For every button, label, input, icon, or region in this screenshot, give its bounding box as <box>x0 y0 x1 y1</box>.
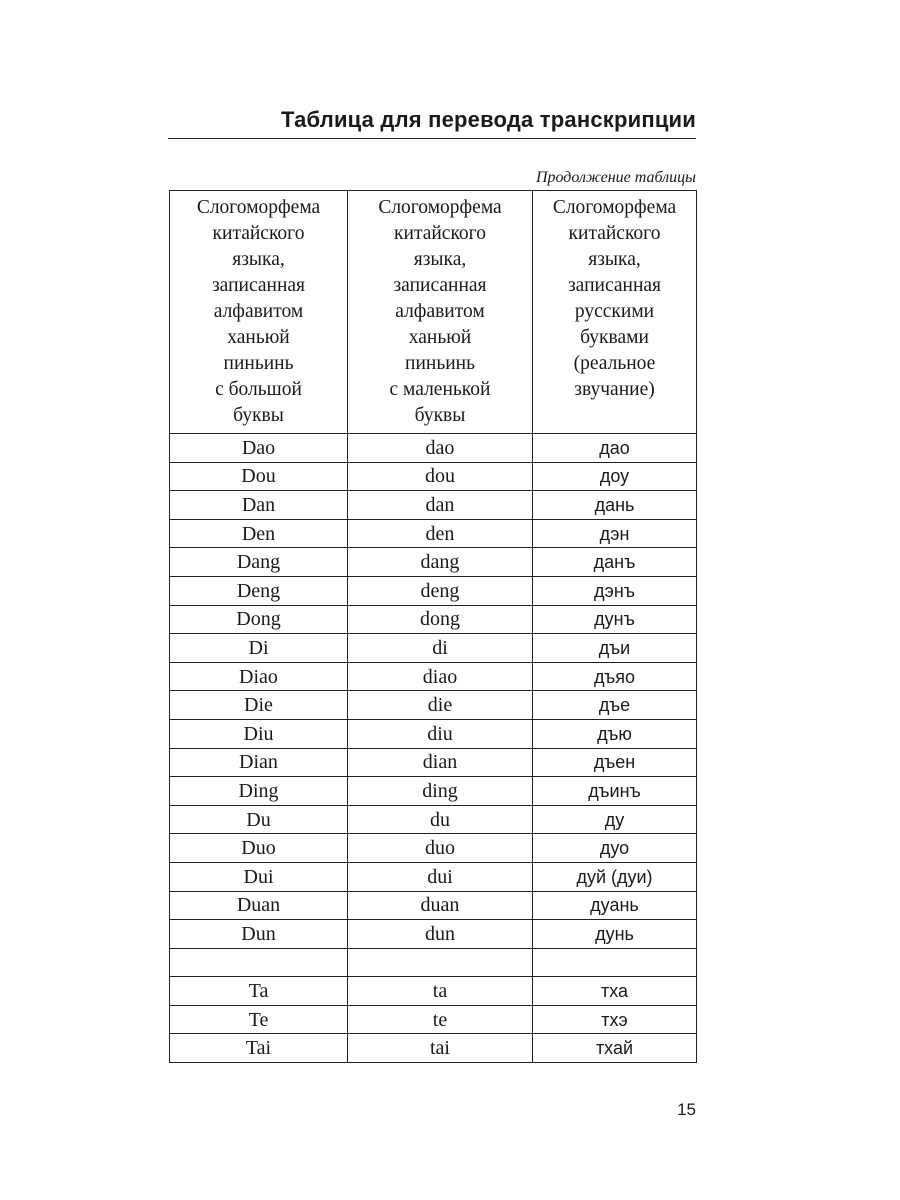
pinyin-lower-cell: dong <box>348 605 533 634</box>
pinyin-capital-cell: Di <box>170 634 348 663</box>
pinyin-capital-cell: Ding <box>170 777 348 806</box>
pinyin-lower-cell: diu <box>348 719 533 748</box>
pinyin-capital-cell: Dian <box>170 748 348 777</box>
pinyin-capital-cell: Tai <box>170 1034 348 1063</box>
pinyin-capital-cell: Dui <box>170 862 348 891</box>
pinyin-capital-cell: Diao <box>170 662 348 691</box>
column-header-line: китайского <box>212 223 305 244</box>
russian-cell <box>533 948 697 977</box>
russian-cell: ду <box>533 805 697 834</box>
table-row <box>170 834 697 863</box>
pinyin-lower-cell: deng <box>348 576 533 605</box>
pinyin-lower-cell: dou <box>348 462 533 491</box>
table-row <box>170 491 697 520</box>
table-row <box>170 777 697 806</box>
table-header <box>170 191 697 434</box>
column-header-line: языка, <box>413 249 467 270</box>
pinyin-lower-cell: dang <box>348 548 533 577</box>
russian-cell: тхэ <box>533 1005 697 1034</box>
table-row <box>170 891 697 920</box>
pinyin-lower-cell: die <box>348 691 533 720</box>
column-header-line: ханьюй <box>408 327 472 348</box>
table-row <box>170 519 697 548</box>
russian-cell: дъяо <box>533 662 697 691</box>
pinyin-lower-cell: di <box>348 634 533 663</box>
column-header-line: записанная <box>567 275 661 296</box>
column-header-3 <box>533 191 697 434</box>
pinyin-capital-cell: Dou <box>170 462 348 491</box>
column-header-line: с маленькой <box>389 379 491 400</box>
column-header-line: звучание) <box>574 379 655 400</box>
russian-cell: дъе <box>533 691 697 720</box>
table-row <box>170 691 697 720</box>
russian-cell: дъи <box>533 634 697 663</box>
column-header-line: Слогоморфема <box>552 197 677 218</box>
pinyin-capital-cell: Dong <box>170 605 348 634</box>
russian-cell: дъен <box>533 748 697 777</box>
pinyin-capital-cell: Dan <box>170 491 348 520</box>
pinyin-lower-cell <box>348 948 533 977</box>
pinyin-lower-cell: den <box>348 519 533 548</box>
pinyin-capital-cell: Te <box>170 1005 348 1034</box>
pinyin-capital-cell: Die <box>170 691 348 720</box>
table-continuation-label: Продолжение таблицы <box>535 169 696 186</box>
column-header-line: языка, <box>232 249 285 270</box>
table-row <box>170 605 697 634</box>
pinyin-capital-cell: Deng <box>170 576 348 605</box>
pinyin-capital-cell: Dun <box>170 920 348 949</box>
pinyin-capital-cell: Dao <box>170 434 348 463</box>
pinyin-lower-cell: te <box>348 1005 533 1034</box>
transcription-table <box>169 190 697 1063</box>
russian-cell: дунь <box>533 920 697 949</box>
column-header-line: русскими <box>574 301 655 322</box>
pinyin-lower-cell: dui <box>348 862 533 891</box>
column-header-line: алфавитом <box>213 301 304 322</box>
pinyin-lower-cell: dao <box>348 434 533 463</box>
header-row <box>170 191 697 434</box>
column-header-line: пиньинь <box>223 353 294 374</box>
column-header-line: китайского <box>568 223 661 244</box>
table-row <box>170 920 697 949</box>
table-row <box>170 576 697 605</box>
pinyin-capital-cell: Diu <box>170 719 348 748</box>
table-row <box>170 748 697 777</box>
table-row <box>170 719 697 748</box>
column-header-2 <box>348 191 533 434</box>
russian-cell: дэнъ <box>533 576 697 605</box>
russian-cell: дъинъ <box>533 777 697 806</box>
column-header-line: записанная <box>211 275 305 296</box>
russian-cell: дуй (дуи) <box>533 862 697 891</box>
russian-cell: дэн <box>533 519 697 548</box>
pinyin-capital-cell: Den <box>170 519 348 548</box>
table-row <box>170 462 697 491</box>
table-row <box>170 434 697 463</box>
russian-cell: доу <box>533 462 697 491</box>
russian-cell: дуань <box>533 891 697 920</box>
russian-cell: дунъ <box>533 605 697 634</box>
russian-cell: тхай <box>533 1034 697 1063</box>
column-header-line: пиньинь <box>405 353 475 374</box>
table-row <box>170 862 697 891</box>
table-row <box>170 634 697 663</box>
header-rule <box>168 138 696 139</box>
column-header-1 <box>170 191 348 434</box>
pinyin-lower-cell: diao <box>348 662 533 691</box>
pinyin-lower-cell: dun <box>348 920 533 949</box>
page-number: 15 <box>677 1100 696 1119</box>
column-header-line: китайского <box>394 223 486 244</box>
table-row <box>170 662 697 691</box>
russian-cell: тха <box>533 977 697 1006</box>
russian-cell: дао <box>533 434 697 463</box>
table-row <box>170 805 697 834</box>
pinyin-lower-cell: ding <box>348 777 533 806</box>
table-row <box>170 948 697 977</box>
russian-cell: дъю <box>533 719 697 748</box>
pinyin-lower-cell: ta <box>348 977 533 1006</box>
pinyin-capital-cell: Du <box>170 805 348 834</box>
pinyin-lower-cell: dan <box>348 491 533 520</box>
column-header-line: ханьюй <box>227 327 290 348</box>
pinyin-capital-cell: Duan <box>170 891 348 920</box>
russian-cell: данъ <box>533 548 697 577</box>
column-header-line: записанная <box>393 275 487 296</box>
column-header-line: буквы <box>233 405 284 426</box>
pinyin-lower-cell: duan <box>348 891 533 920</box>
pinyin-lower-cell: du <box>348 805 533 834</box>
pinyin-lower-cell: dian <box>348 748 533 777</box>
column-header-line: буквами <box>580 327 649 348</box>
table-row <box>170 977 697 1006</box>
column-header-line: Слогоморфема <box>378 197 502 218</box>
russian-cell: дань <box>533 491 697 520</box>
russian-cell: дуо <box>533 834 697 863</box>
column-header-line: языка, <box>588 249 641 270</box>
pinyin-lower-cell: tai <box>348 1034 533 1063</box>
pinyin-capital-cell <box>170 948 348 977</box>
column-header-line: буквы <box>414 405 466 426</box>
table-row <box>170 1005 697 1034</box>
column-header-line: с большой <box>215 379 302 400</box>
column-header-line: алфавитом <box>395 301 485 322</box>
table-row <box>170 1034 697 1063</box>
pinyin-capital-cell: Duo <box>170 834 348 863</box>
table-body <box>170 434 697 1063</box>
column-header-line: (реальное <box>573 353 656 374</box>
table-row <box>170 548 697 577</box>
running-head: Таблица для перевода транскрипции <box>281 107 696 132</box>
pinyin-lower-cell: duo <box>348 834 533 863</box>
pinyin-capital-cell: Dang <box>170 548 348 577</box>
column-header-line: Слогоморфема <box>196 197 321 218</box>
pinyin-capital-cell: Ta <box>170 977 348 1006</box>
